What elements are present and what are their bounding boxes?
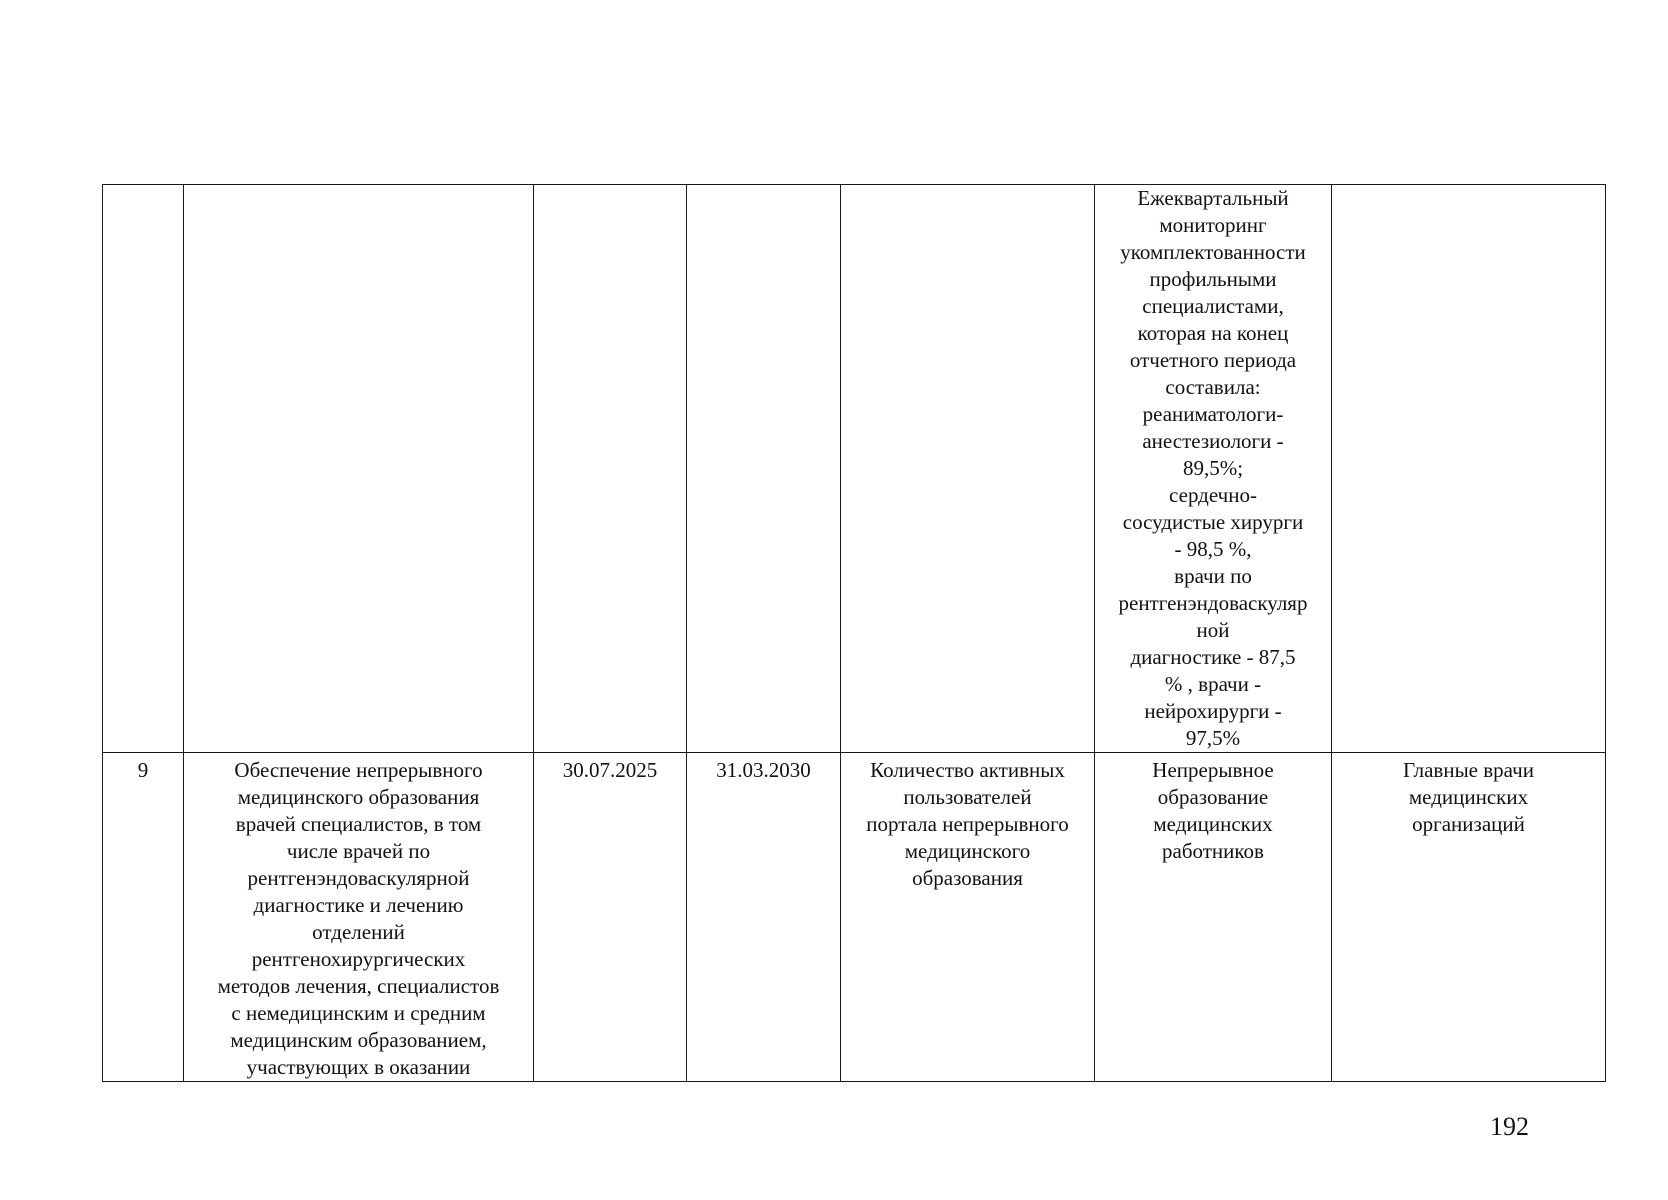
cell-measure: Обеспечение непрерывного медицинского образования врачей специалистов, в том числе врачей по рентгенэндоваскулярной диагностике и лечению отделений рентгенохирургических методов лечения, специалистов с немедицинским и средним медицинским образованием, участвующих в оказании — [184, 753, 534, 1082]
cell-start-date: 30.07.2025 — [534, 753, 687, 1082]
page-number: 192 — [1490, 1112, 1529, 1141]
cell-end-date-empty — [687, 185, 841, 753]
cell-start-date-empty — [534, 185, 687, 753]
cell-monitoring-text: Ежеквартальный мониторинг укомплектованности профильными специалистами, которая на конец отчетного периода составила: реаниматологи- анестезиологи - 89,5%; сердечно- сосудистые хирурги - 98,5 %, врачи по рентгенэндоваскуляр ной диагностике - 87,5 % , врачи - нейрохирурги - 97,5% — [1095, 185, 1332, 753]
cell-responsible: Главные врачи медицинских организаций — [1332, 753, 1606, 1082]
cell-end-date: 31.03.2030 — [687, 753, 841, 1082]
table-row-continuation — [103, 185, 1606, 753]
table-row-9 — [103, 753, 1606, 1082]
document-table — [102, 184, 1606, 1082]
cell-result: Непрерывное образование медицинских работников — [1095, 753, 1332, 1082]
cell-row-number: 9 — [103, 753, 184, 1082]
cell-number-empty — [103, 185, 184, 753]
cell-indicator: Количество активных пользователей портала непрерывного медицинского образования — [841, 753, 1095, 1082]
cell-indicator-empty — [841, 185, 1095, 753]
cell-measure-empty — [184, 185, 534, 753]
cell-responsible-empty — [1332, 185, 1606, 753]
